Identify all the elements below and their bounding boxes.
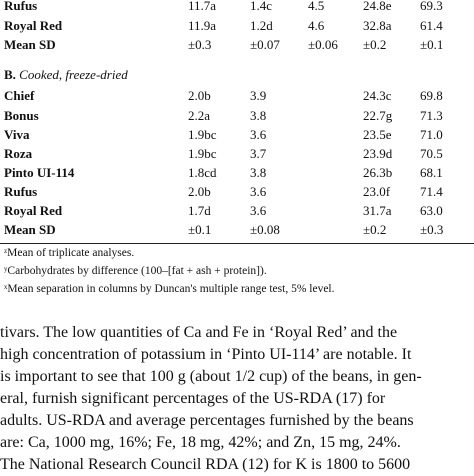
footnote: ˣMean separation in columns by Duncan's multiple range test, 5% level.: [4, 283, 335, 295]
table-cell: 23.0f: [363, 184, 391, 199]
table-cell: 71.4: [420, 184, 443, 199]
table-cell: 70.5: [420, 146, 443, 161]
body-line: eral, furnish significant percentages of the US-RDA (17) for: [0, 390, 386, 407]
body-line: high concentration of potassium in ‘Pinto UI-114’ are notable. It: [0, 346, 412, 363]
body-line: is important to see that 100 g (about 1/2 cup) of the beans, in gen-: [0, 368, 422, 385]
table-cell: 24.3c: [363, 88, 392, 103]
row-label: Mean SD: [4, 37, 56, 52]
table-row: [0, 0, 474, 16]
table-cell: 1.8cd: [188, 165, 217, 180]
table-cell: ±0.1: [420, 37, 444, 52]
table-cell: 1.4c: [250, 0, 273, 13]
table-cell: 11.9a: [188, 18, 217, 33]
table-cell: 3.6: [250, 184, 267, 199]
table-cell: ±0.07: [250, 37, 280, 52]
table-cell: ±0.3: [420, 222, 444, 237]
table-cell: 3.6: [250, 127, 267, 142]
table-cell: 24.8e: [363, 0, 392, 13]
table-cell: 2.2a: [188, 108, 211, 123]
table-rule: [0, 243, 474, 244]
body-line: adults. US-RDA and average percentages furnished by the beans: [0, 412, 414, 429]
table-cell: 3.8: [250, 108, 267, 123]
table-cell: 4.6: [308, 18, 325, 33]
section-title: Cooked, freeze-dried: [19, 67, 128, 82]
body-line: are: Ca, 1000 mg, 16%; Fe, 18 mg, 42%; and Zn, 15 mg, 24%.: [0, 434, 401, 451]
table-cell: 3.6: [250, 203, 267, 218]
row-label: Roza: [4, 146, 33, 161]
table-row: [0, 163, 474, 183]
table-row: [0, 35, 474, 55]
body-line: The National Research Council RDA (12) for K is 1800 to 5600: [0, 456, 411, 473]
table-row: [0, 106, 474, 126]
row-label: Rufus: [4, 184, 38, 199]
table-cell: 3.7: [250, 146, 267, 161]
table-cell: 69.8: [420, 88, 443, 103]
table-cell: 1.7d: [188, 203, 211, 218]
table-cell: ±0.2: [363, 37, 387, 52]
body-line: tivars. The low quantities of Ca and Fe in ‘Royal Red’ and the: [0, 324, 398, 341]
table-cell: 26.3b: [363, 165, 393, 180]
section-letter: B.: [4, 67, 16, 82]
footnote: ᶻMean of triplicate analyses.: [4, 247, 135, 259]
table-cell: 4.5: [308, 0, 325, 13]
row-label: Royal Red: [4, 203, 63, 218]
table-cell: ±0.08: [250, 222, 280, 237]
row-label: Royal Red: [4, 18, 63, 33]
table-row: [0, 16, 474, 36]
table-cell: 1.9bc: [188, 146, 217, 161]
table-cell: 68.1: [420, 165, 443, 180]
row-label: Bonus: [4, 108, 39, 123]
table-cell: 1.2d: [250, 18, 273, 33]
table-row: [0, 144, 474, 164]
table-cell: 2.0b: [188, 184, 211, 199]
table-row: [0, 125, 474, 145]
section-heading: [4, 65, 128, 85]
row-label: Pinto UI-114: [4, 165, 75, 180]
table-cell: 32.8a: [363, 18, 392, 33]
table-cell: 11.7a: [188, 0, 217, 13]
table-cell: 1.9bc: [188, 127, 217, 142]
table-cell: 69.3: [420, 0, 443, 13]
table-cell: ±0.06: [308, 37, 338, 52]
table-row: [0, 201, 474, 221]
row-label: Mean SD: [4, 222, 56, 237]
footnote: ʸCarbohydrates by difference (100–[fat + ash + protein]).: [4, 265, 267, 277]
row-label: Rufus: [4, 0, 38, 13]
table-row: [0, 182, 474, 202]
table-cell: 71.3: [420, 108, 443, 123]
table-cell: 22.7g: [363, 108, 393, 123]
table-cell: ±0.1: [188, 222, 212, 237]
table-cell: 2.0b: [188, 88, 211, 103]
table-cell: 63.0: [420, 203, 443, 218]
table-cell: 31.7a: [363, 203, 392, 218]
table-cell: 61.4: [420, 18, 443, 33]
table-cell: 71.0: [420, 127, 443, 142]
row-label: Viva: [4, 127, 30, 142]
table-cell: 23.5e: [363, 127, 392, 142]
table-cell: ±0.3: [188, 37, 212, 52]
table-cell: ±0.2: [363, 222, 387, 237]
table-cell: 23.9d: [363, 146, 393, 161]
row-label: Chief: [4, 88, 35, 103]
table-row: [0, 86, 474, 106]
table-cell: 3.9: [250, 88, 267, 103]
table-cell: 3.8: [250, 165, 267, 180]
table-row: [0, 220, 474, 240]
